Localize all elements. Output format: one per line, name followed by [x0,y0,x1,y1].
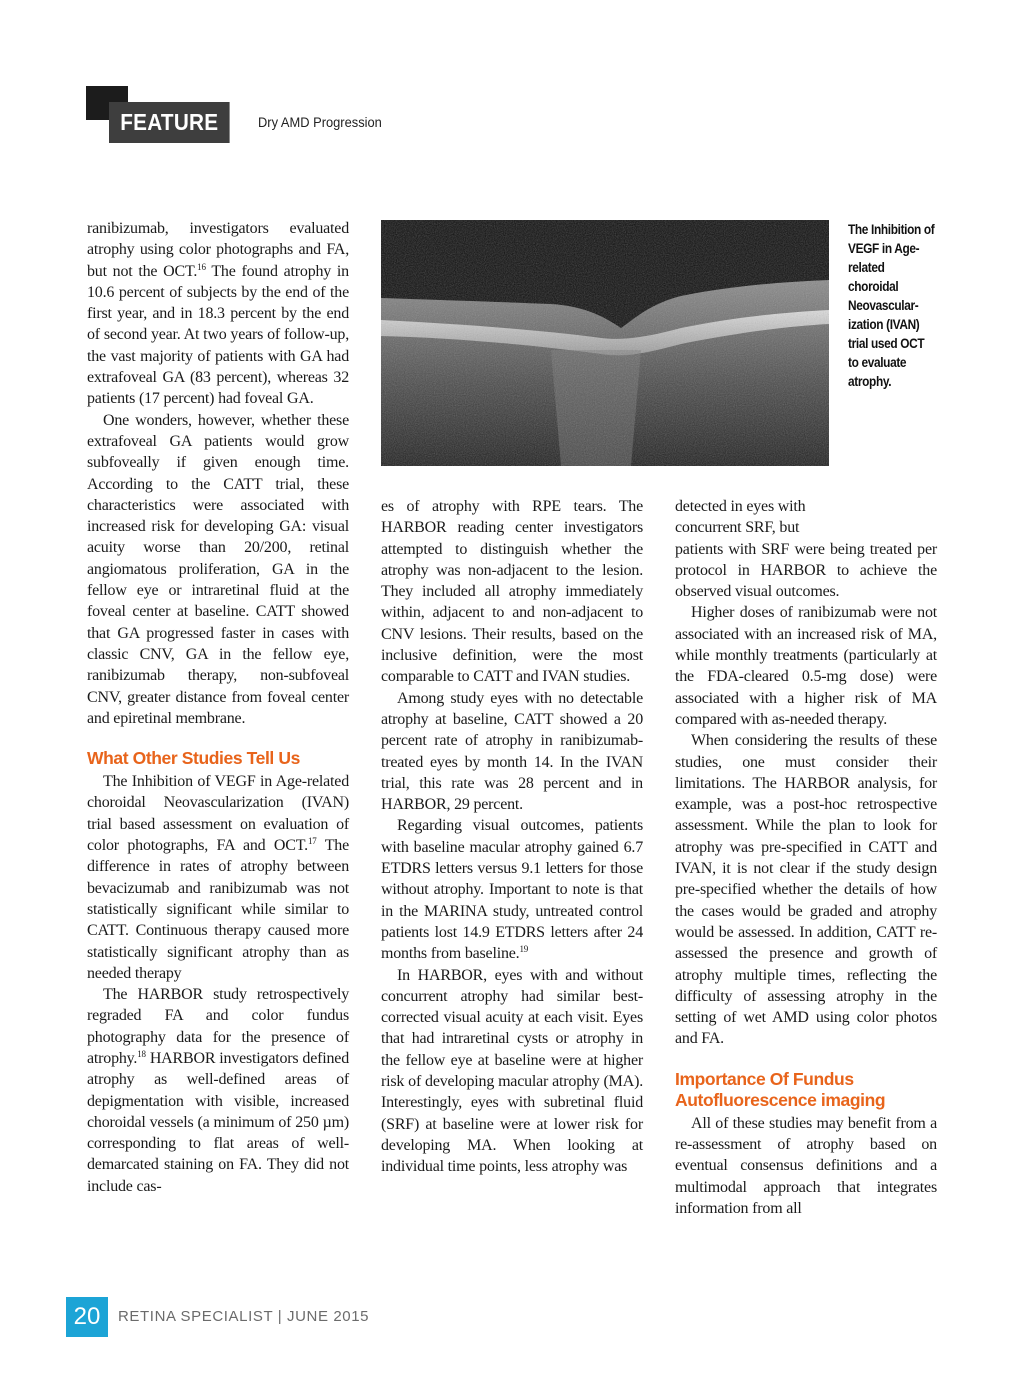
subheading-other-studies: What Other Studies Tell Us [87,748,300,769]
paragraph: Regarding visual outcomes, patients with baseline macular atrophy gained 6.7 ETDRS letters versus 9.1 letters for those without atrophy. Important to note is that in the MARINA study, untreated control patients lost 14.9 ETDRS letters after 24 months from baseline.$^{19}$ [381,817,643,963]
subheading-fundus-autofluorescence: Importance Of Fundus Autofluorescence imaging [675,1068,886,1110]
article-column-3 [675,496,937,1219]
publication-footer: RETINA SPECIALIST | JUNE 2015 [118,1308,370,1325]
page-number: 20 [66,1297,108,1337]
oct-scan-image [381,220,829,466]
paragraph: es of atrophy with RPE tears. The HARBOR reading center investigators attempted to distinguish whether the atrophy was non-adjacent to the lesion. They included all atrophy immediately within, adjacent to and non-adjacent to CNV lesions. Their results, based on the inclusive definition, were the most comparable to CATT and IVAN studies. [381,498,643,686]
feature-label: FEATURE [109,102,230,143]
paragraph: In HARBOR, eyes with and without concurrent atrophy had similar best-corrected visual acuity at each visit. Eyes that had intraretinal cysts or atrophy in the fellow eye at baseline were at higher risk of developing macular atrophy (MA). Interestingly, eyes with subretinal fluid (SRF) at baseline were at lower risk for developing MA. When looking at individual time points, less atrophy was [381,966,643,1176]
paragraph: Higher doses of ranibizumab were not associated with an increased risk of MA, while monthly treatments (particularly at the FDA-cleared 0.5-mg dose) were associated with a higher risk of MA compared with as-needed therapy. [675,604,937,728]
paragraph: detected in eyes with concurrent SRF, but patients with SRF were being treated per protocol in HARBOR to achieve the observed visual outcomes. [675,498,937,601]
paragraph: The Inhibition of VEGF in Age-related choroidal Neovascularization (IVAN) trial based assessment on evaluation of color photographs, FA and OCT.$^{17}$ The difference in rates of atrophy between bevacizumab and ranibizumab was not statistically significant while similar to CATT. Continuous therapy caused more statistically significant atrophy than as needed therapy [87,773,349,982]
paragraph: All of these studies may benefit from a re-assessment of atrophy based on eventual consensus definitions and a multimodal approach that integrates information from all [675,1114,937,1217]
paragraph: ranibizumab, investigators evaluated atrophy using color photographs and FA, but not the OCT.$^{16}$ The found atrophy in 10.6 percent of subjects by the end of the first year, and in 18.3 percent by the end of second year. At two years of follow-up, the vast majority of patients with GA had extrafoveal GA (83 percent), whereas 32 patients (17 percent) had foveal GA. [87,220,349,408]
article-column-1 [87,218,349,1197]
section-title: Dry AMD Progression [258,114,382,130]
oct-scan-graphic [381,220,829,466]
article-column-2 [381,496,643,1178]
paragraph: One wonders, however, whether these extrafoveal GA patients would grow subfoveally if given enough time. According to the CATT trial, these characteristics were associated with increased risk for developing GA: visual acuity worse than 20/200, retinal angiomatous proliferation, GA in the fellow eye or intraretinal fluid at the foveal center at baseline. CATT showed that GA progressed faster in cases with classic CNV, GA in the fellow eye, ranibizumab therapy, non-subfoveal CNV, greater distance from foveal center and epiretinal membrane. [87,411,349,727]
paragraph: Among study eyes with no detectable atrophy at baseline, CATT showed a 20 percent rate of atrophy in ranibizumab-treated eyes by month 14. In the IVAN trial, this rate was 28 percent and in HARBOR, 29 percent. [381,689,643,814]
figure-caption: The Inhibition of VEGF in Age-related choroidal Neovascular-ization (IVAN) trial used OCT to evaluate atrophy. [848,222,935,389]
paragraph: The HARBOR study retrospectively regraded FA and color fundus photography data for the presence of atrophy.$^{18}$ HARBOR investigators defined atrophy as well-defined areas of depigmentation with visible, increased choroidal vessels (a minimum of 250 µm) corresponding to flat areas of well-demarcated staining on FA. They did not include cas- [87,986,349,1195]
paragraph: When considering the results of these studies, one must consider their limitations. The HARBOR analysis, for example, was a post-hoc retrospective assessment. While the plan to look for atrophy was pre-specified in CATT and IVAN, it is not clear if the study design pre-specified whether the details of how the cases would be graded and atrophy would be assessed. In addition, CATT re-assessed the presence and growth of atrophy multiple times, reflecting the difficulty of assessing atrophy in the setting of wet AMD using color photos and FA. [675,732,937,1048]
